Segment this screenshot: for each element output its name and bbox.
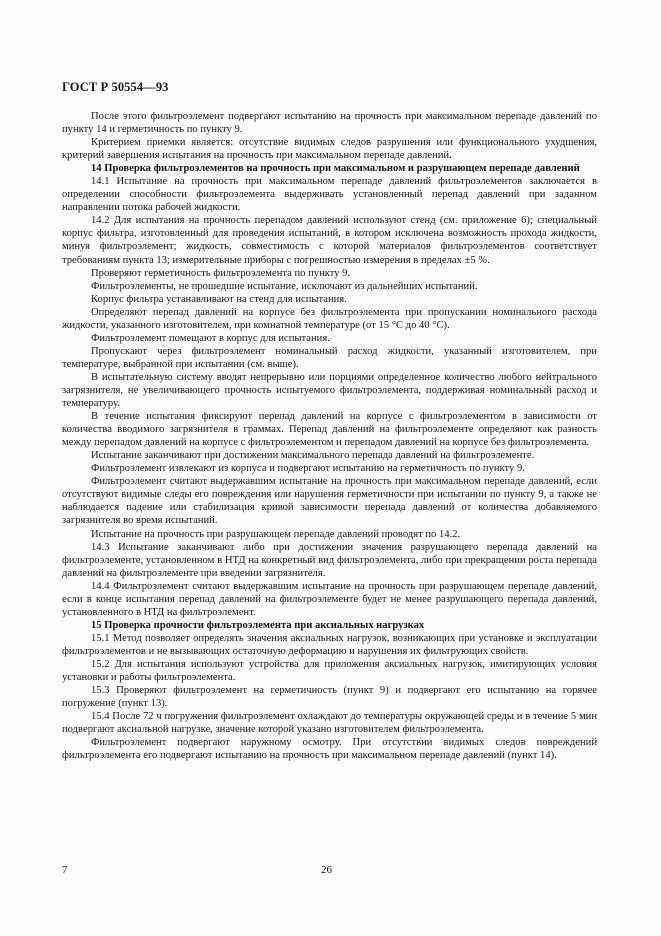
paragraph: Фильтроэлемент считают выдержавшим испытание на прочность при максимальном перепаде давлений, если отсутствуют видимые следы его повреждения или нарушения герметичности при испытании по пункту 9, а также не наблюдается падение или стабилизация кривой зависимости перепада давлений от количества добавляемого загрязнителя во время испытаний.	[62, 476, 597, 527]
paragraph: 14.4 Фильтроэлемент считают выдержавшим испытание на прочность при разрушающем перепаде давлений, если в конце испытания перепад давлений на фильтроэлементе будет не менее разрушающего перепада давлений, установленного в НТД на фильтроэлемент.	[62, 580, 597, 618]
section-heading: 14 Проверка фильтроэлементов на прочность при максимальном и разрушающем перепаде давлений	[91, 163, 580, 175]
section-heading: 15 Проверка прочности фильтроэлемента при аксиальных нагрузках	[91, 619, 425, 631]
paragraph: Испытание заканчивают при достижении максимального перепада давлений на фильтроэлементе.	[91, 450, 535, 462]
page-number: 26	[321, 864, 332, 876]
paragraph: Фильтроэлемент извлекают из корпуса и подвергают испытанию на герметичность по пункту 9.	[91, 463, 525, 475]
paragraph: 15.3 Проверяют фильтроэлемент на герметичность (пункт 9) и подвергают его испытанию на горячее погружение (пункт 13).	[62, 685, 597, 710]
paragraph: В течение испытания фиксируют перепад давлений на корпусе с фильтроэлементом в зависимости от количества вводимого загрязнителя в граммах. Перепад давлений на фильтроэлементе определяют как разность между перепадом давлений на корпусе с фильтроэлементом и перепадом давлений на корпусе без фильтроэлемента.	[62, 411, 597, 449]
paragraph: 15.1 Метод позволяет определять значения аксиальных нагрузок, возникающих при установке и эксплуатации фильтроэлементов и не вызывающих остаточную деформацию и нарушения их фильтрующих свойств.	[62, 632, 597, 657]
paragraph: 15.4 После 72 ч погружения фильтроэлемент охлаждают до температуры окружающей среды и в течение 5 мин подвергают аксиальной нагрузке, значение которой указано изготовителем фильтроэлемента.	[62, 711, 597, 736]
paragraph: В испытательную систему вводят непрерывно или порциями определенное количество любого нейтрального загрязнителя, не увеличивающего прочность испытуемого фильтроэлемента, поддерживая номинальный расход и температуру.	[62, 371, 597, 410]
footer-left-number: 7	[62, 864, 68, 876]
paragraph: Фильтроэлемент подвергают наружному осмотру. При отсутствии видимых следов повреждений фильтроэлемента его подвергают испытанию на прочность при максимальном перепаде давлений (пункт 14).	[62, 737, 597, 762]
paragraph: 14.2 Для испытания на прочность перепадом давлений используют стенд (см. приложение 6); специальный корпус фильтра, изготовленный для проведения испытаний, в котором исключена возможность прохода жидкости, минуя фильтроэлемент; жидкость, совместимость с которой материалов фильтроэлементов соответствует требованиям пункта 13; измерительные приборы с погрешностью измерения в пределах ±5 %.	[62, 215, 597, 266]
paragraph: Пропускают через фильтроэлемент номинальный расход жидкости, указанный изготовителем, при температуре, выбранной при испытании (см. выше).	[62, 345, 597, 370]
paragraph: Корпус фильтра устанавливают на стенд для испытания.	[91, 293, 347, 305]
paragraph: Критерием приемки является: отсутствие видимых следов разрушения или функционального ухудшения, критерий завершения испытания на прочность при максимальном перепаде давлений.	[62, 137, 597, 162]
document-header: ГОСТ Р 50554—93	[62, 80, 169, 94]
paragraph: 14.3 Испытание заканчивают либо при достижении значения разрушающего перепада давлений на фильтроэлементе, установленном в НТД на конкретный вид фильтроэлемента, либо при прекращении роста перепада давлений на фильтроэлементе при введении загрязнителя.	[62, 541, 597, 579]
document-body	[62, 110, 597, 762]
paragraph: После этого фильтроэлемент подвергают испытанию на прочность при максимальном перепаде давлений по пункту 14 и герметичность по пункту 9.	[62, 111, 597, 136]
paragraph: 15.2 Для испытания используют устройства для приложения аксиальных нагрузок, имитирующих условия установки и работы фильтроэлемента.	[62, 658, 597, 684]
paragraph: Фильтроэлемент помещают в корпус для испытания.	[91, 332, 330, 344]
paragraph: 14.1 Испытание на прочность при максимальном перепаде давлений фильтроэлементов заключается в определении способности фильтроэлемента выдерживать установленный перепад давлений при заданном направлении потока рабочей жидкости.	[62, 176, 597, 214]
paragraph: Проверяют герметичность фильтроэлемента по пункту 9.	[91, 267, 351, 279]
paragraph: Определяют перепад давлений на корпусе без фильтроэлемента при пропускании номинального расхода жидкости, указанного изготовителем, при комнатной температуре (от 15 °С до 40 °С).	[62, 306, 597, 331]
paragraph: Испытание на прочность при разрушающем перепаде давлений проводят по 14.2.	[91, 528, 461, 540]
paragraph: Фильтроэлементы, не прошедшие испытание, исключают из дальнейших испытаний.	[91, 280, 478, 292]
